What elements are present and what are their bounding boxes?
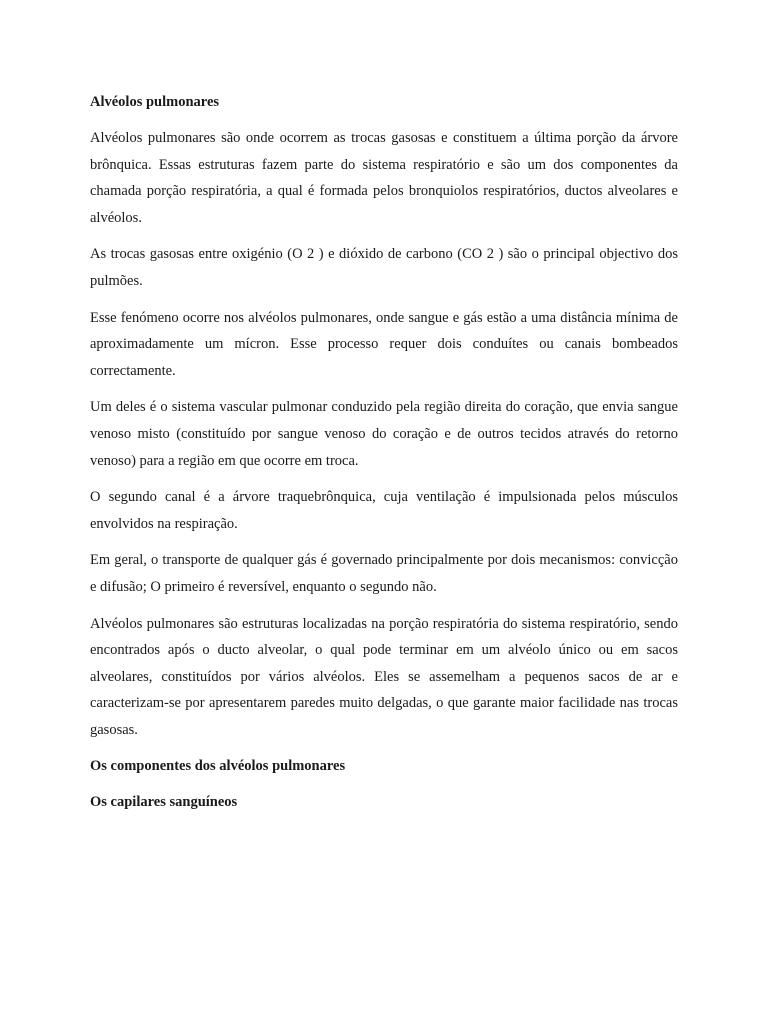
section-heading-capillaries: Os capilares sanguíneos: [90, 794, 238, 811]
paragraph-5: O segundo canal é a árvore traquebrônquica, cuja ventilação é impulsionada pelos músculos envolvidos na respiração.: [90, 489, 678, 532]
paragraph-3: Esse fenómeno ocorre nos alvéolos pulmonares, onde sangue e gás estão a uma distância mínima de aproximadamente um mícron. Esse processo requer dois conduítes ou canais bombeados correctamente.: [90, 309, 678, 379]
paragraph-1: Alvéolos pulmonares são onde ocorrem as trocas gasosas e constituem a última porção da árvore brônquica. Essas estruturas fazem parte do sistema respiratório e são um dos componentes da chamada porção respiratória, a qual é formada pelos bronquiolos respiratórios, ductos alveolares e alvéolos.: [90, 130, 678, 226]
paragraph-2: As trocas gasosas entre oxigénio (O 2 ) e dióxido de carbono (CO 2 ) são o principal objectivo dos pulmões.: [90, 246, 678, 289]
paragraph-7: Alvéolos pulmonares são estruturas localizadas na porção respiratória do sistema respiratório, sendo encontrados após o ducto alveolar, o qual pode terminar em um alvéolo único ou em sacos alveolares, constituídos por vários alvéolos. Eles se assemelham a pequenos sacos de ar e caracterizam-se por apresentarem paredes muito delgadas, o que garante maior facilidade nas trocas gasosas.: [90, 615, 678, 738]
document-title: Alvéolos pulmonares: [90, 94, 220, 110]
paragraph-6: Em geral, o transporte de qualquer gás é governado principalmente por dois mecanismos: convicção e difusão; O primeiro é reversível, enquanto o segundo não.: [90, 552, 678, 595]
paragraph-4: Um deles é o sistema vascular pulmonar conduzido pela região direita do coração, que envia sangue venoso misto (constituído por sangue venoso do coração e de outros tecidos através do retorno venoso) para a região em que ocorre em troca.: [90, 399, 678, 469]
section-heading-components: Os componentes dos alvéolos pulmonares: [90, 758, 346, 775]
document-page: [90, 89, 678, 825]
